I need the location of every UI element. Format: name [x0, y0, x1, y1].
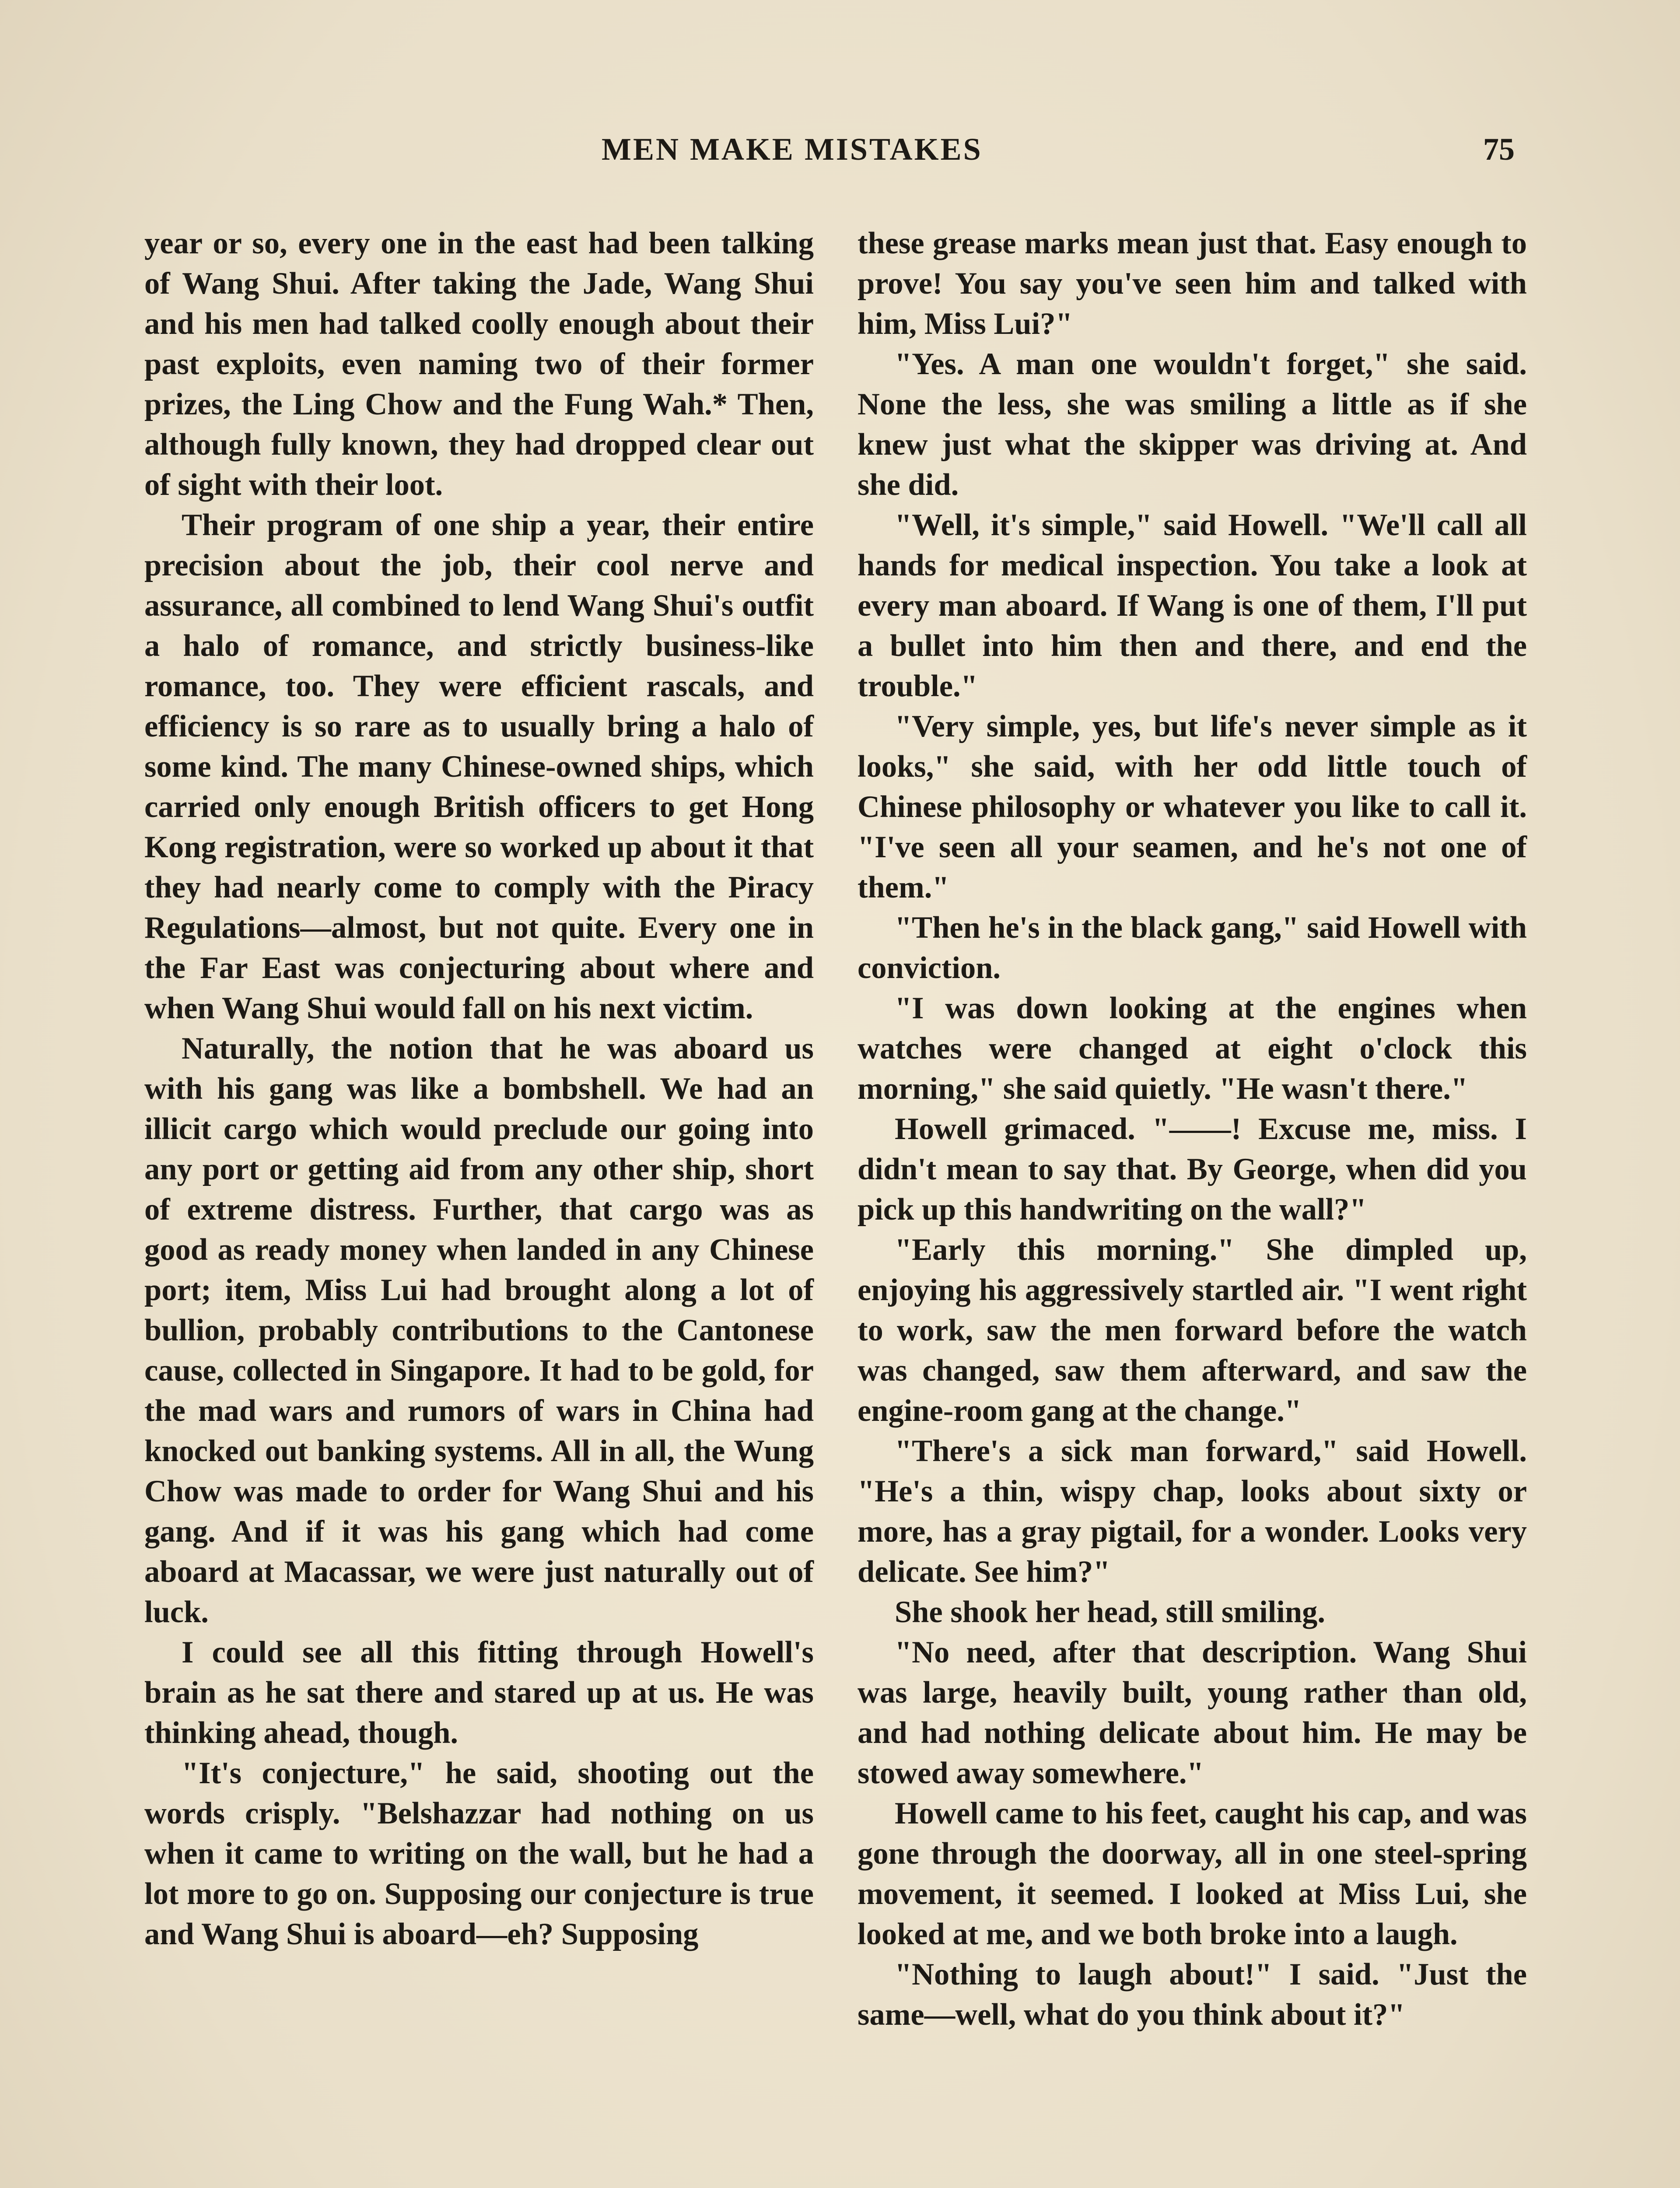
paragraph: "It's conjecture," he said, shooting out the words crisply. "Belshazzar had nothing on us when it came to writing on the wall, but he had a lot more to go on. Supposing our conjecture is true and Wang Shui is aboard—eh? Supposing: [144, 1756, 814, 1951]
paragraph: She shook her head, still smiling.: [895, 1595, 1325, 1629]
paragraph: Howell grimaced. "——! Excuse me, miss. I didn't mean to say that. By George, when did you pick up this handwriting on the wall?": [858, 1112, 1527, 1227]
paragraph: these grease marks mean just that. Easy enough to prove! You say you've seen him and talked with him, Miss Lui?": [858, 226, 1527, 341]
paragraph: "Then he's in the black gang," said Howell with conviction.: [858, 911, 1527, 985]
paragraph: "Early this morning." She dimpled up, enjoying his aggressively startled air. "I went right to work, saw the men forward before the watch was changed, saw them afterward, and saw the engine-room gang at the change.": [858, 1233, 1527, 1428]
paragraph: "No need, after that description. Wang Shui was large, heavily built, young rather than old, and had nothing delicate about him. He may be stowed away somewhere.": [858, 1635, 1527, 1790]
paragraph: "Yes. A man one wouldn't forget," she said. None the less, she was smiling a little as if she knew just what the skipper was driving at. And she did.: [858, 347, 1527, 502]
paragraph: Naturally, the notion that he was aboard us with his gang was like a bombshell. We had an illicit cargo which would preclude our going into any port or getting aid from any other ship, short of extreme distress. Further, that cargo was as good as ready money when landed in any Chinese port; item, Miss Lui had brought along a lot of bullion, probably contributions to the Cantonese cause, collected in Singapore. It had to be gold, for the mad wars and rumors of wars in China had knocked out banking systems. All in all, the Wung Chow was made to order for Wang Shui and his gang. And if it was his gang which had come aboard at Macassar, we were just naturally out of luck.: [144, 1031, 814, 1629]
right-column: [858, 223, 1527, 2035]
paragraph: "Very simple, yes, but life's never simple as it looks," she said, with her odd little touch of Chinese philosophy or whatever you like to call it. "I've seen all your seamen, and he's not one of them.": [858, 709, 1527, 905]
running-head: MEN MAKE MISTAKES: [602, 132, 983, 167]
paragraph: Their program of one ship a year, their entire precision about the job, their cool nerve and assurance, all combined to lend Wang Shui's outfit a halo of romance, and strictly business-like romance, too. They were efficient rascals, and efficiency is so rare as to usually bring a halo of some kind. The many Chinese-owned ships, which carried only enough British officers to get Hong Kong registration, were so worked up about it that they had nearly come to comply with the Piracy Regulations—almost, but not quite. Every one in the Far East was conjecturing about where and when Wang Shui would fall on his next victim.: [144, 508, 814, 1025]
paragraph: "Nothing to laugh about!" I said. "Just the same—well, what do you think about it?": [858, 1957, 1527, 2032]
left-column: [144, 223, 814, 1954]
paragraph: Howell came to his feet, caught his cap, and was gone through the doorway, all in one steel-spring movement, it seemed. I looked at Miss Lui, she looked at me, and we both broke into a laugh.: [858, 1796, 1527, 1951]
page-number: 75: [1483, 132, 1515, 167]
paragraph: "There's a sick man forward," said Howell. "He's a thin, wispy chap, looks about sixty or more, has a gray pigtail, for a wonder. Looks very delicate. See him?": [858, 1434, 1527, 1589]
paragraph: "Well, it's simple," said Howell. "We'll call all hands for medical inspection. You take a look at every man aboard. If Wang is one of them, I'll put a bullet into him then and there, and end the trouble.": [858, 508, 1527, 703]
paragraph: I could see all this fitting through Howell's brain as he sat there and stared up at us. He was thinking ahead, though.: [144, 1635, 814, 1750]
paragraph: year or so, every one in the east had been talking of Wang Shui. After taking the Jade, Wang Shui and his men had talked coolly enough about their past exploits, even naming two of their former prizes, the Ling Chow and the Fung Wah.* Then, although fully known, they had dropped clear out of sight with their loot.: [144, 226, 814, 502]
paragraph: "I was down looking at the engines when watches were changed at eight o'clock this morning," she said quietly. "He wasn't there.": [858, 991, 1527, 1106]
